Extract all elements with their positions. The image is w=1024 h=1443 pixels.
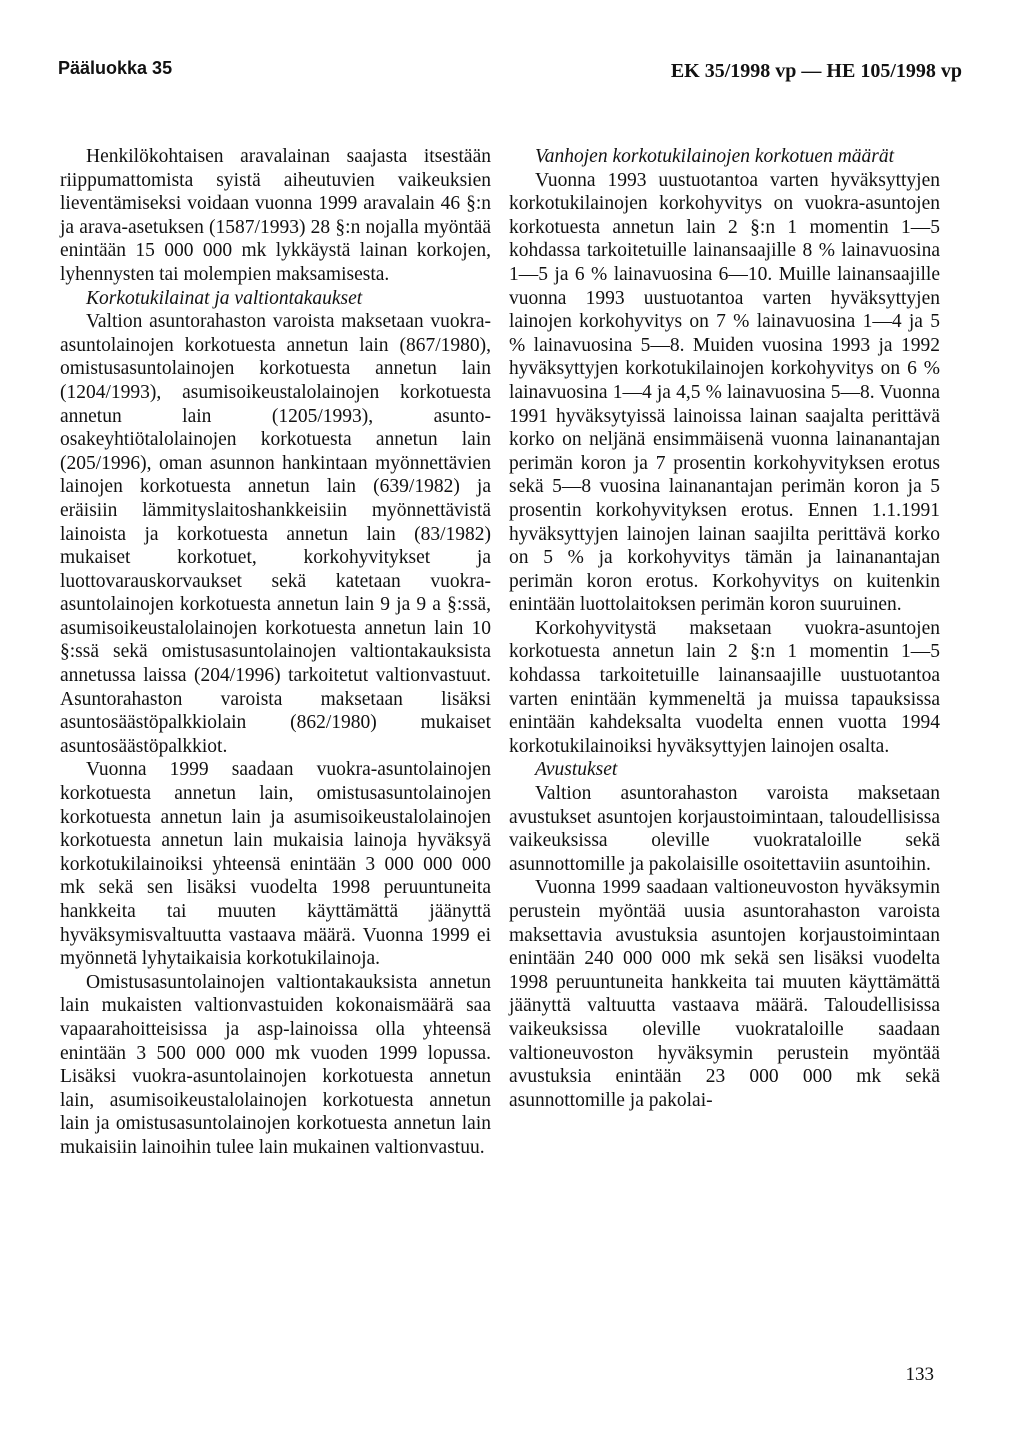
section-heading: Korkotukilainat ja valtiontakaukset <box>86 287 363 309</box>
section-heading: Avustukset <box>535 759 618 781</box>
left-column <box>60 145 491 1160</box>
paragraph: Omistusasuntolainojen valtiontakauksista annetun lain mukaisten valtionvastuiden kokonaismäärä saa vapaarahoitteisissa ja asp-lainoissa olla yhteensä enintään 3 500 000 000 mk vuoden 1999 lopussa. Lisäksi vuokra-asuntolainojen korkotuesta annetun lain, asumisoikeustalolainojen korkotuesta annetun lain ja omistusasuntolainojen korkotuesta annetun lain mukaisiin lainoihin tulee lain mukainen valtionvastuu. <box>60 971 491 1158</box>
paragraph: Vuonna 1999 saadaan vuokra-asuntolainojen korkotuesta annetun lain, omistusasuntolainojen korkotuesta annetun lain ja asumisoikeustalolainojen korkotuesta annetun lain mukaisia lainoja hyväksyä korkotukilainoiksi yhteensä enintään 3 000 000 000 mk sekä sen lisäksi vuodelta 1998 peruuntuneita hankkeita tai muuten käyttämättä jäänyttä hyväksymisvaltuutta vastaava määrä. Vuonna 1999 ei myönnetä lyhytaikaisia korkotukilainoja. <box>60 759 491 970</box>
section-heading: Vanhojen korkotukilainojen korkotuen määrät <box>535 146 895 167</box>
paragraph: Henkilökohtaisen aravalainan saajasta itsestään riippumattomista syistä aiheutuvien vaikeuksien lieventämiseksi voidaan vuonna 1999 aravalain 46 §:n ja arava-asetuksen (1587/1993) 28 §:n nojalla myöntää enintään 15 000 000 mk lykkäystä lainan korkojen, lyhennysten tai molempien maksamisesta. <box>60 146 491 285</box>
document-reference: EK 35/1998 vp — HE 105/1998 vp <box>670 60 962 82</box>
paragraph: Valtion asuntorahaston varoista maksetaan avustukset asuntojen korjaustoimintaan, taloudellisissa vaikeuksissa oleville vuokrataloille sekä asunnottomille ja pakolaisille osoitettaviin asuntoihin. <box>509 783 940 875</box>
paragraph: Vuonna 1993 uustuotantoa varten hyväksyttyjen korkotukilainojen korkohyvitys on vuokra-asuntojen korkotuesta annetun lain 2 §:n 1 momentin 1—5 kohdassa tarkoitetuille lainansaajille 8 % lainavuosina 1—5 ja 6 % lainavuosina 6—10. Muille lainansaajille vuonna 1993 uustuotantoa varten hyväksyttyjen lainojen korkohyvitys on 7 % lainavuosina 1—4 ja 5 % lainavuosina 5—8. Muiden vuosina 1993 ja 1992 hyväksyttyjen korkotukilainojen korkohyvitys on 6 % lainavuosina 1—4 ja 4,5 % lainavuosina 5—8. Vuonna 1991 hyväksytyissä lainoissa lainan saajalta perittävä korko on neljänä ensimmäisenä vuonna lainanantajan perimän koron ja 7 prosentin korkohyvityksen erotus sekä 5—8 vuosina lainanantajan perimän koron ja 5 prosentin korkohyvityksen erotus. Ennen 1.1.1991 hyväksyttyjen lainojen lainan saajilta perittävä korko on 5 % ja korkohyvitys tämän ja lainanantajan perimän koron erotus. Korkohyvitys on kuitenkin enintään luottolaitoksen perimän koron suuruinen. <box>509 169 940 616</box>
paragraph: Valtion asuntorahaston varoista maksetaan vuokra-asuntolainojen korkotuesta annetun lain (867/1980), omistusasuntolainojen korkotuesta annetun lain (1204/1993), asumisoikeustalolainojen korkotuesta annetun lain (1205/1993), asunto-osakeyhtiötalolainojen korkotuesta annetun lain (205/1996), oman asunnon hankintaan myönnettävien lainojen korkotuesta annetun lain (639/1982) ja eräisiin lämmityslaitoshankkeisiin myönnettävistä lainoista ja korkotuesta annetun lain (83/1982) mukaiset korkotuet, korkohyvitykset ja luottovarauskorvaukset sekä katetaan vuokra-asuntolainojen korkotuesta annetun lain 9 ja 9 a §:ssä, asumisoikeustalolainojen korkotuesta annetun lain 10 §:ssä sekä omistusasuntolainojen valtiontakauksista annetussa laissa (204/1996) tarkoitetut valtionvastuut. Asuntorahaston varoista maksetaan lisäksi asuntosäästöpalkkiolain (862/1980) mukaiset asuntosäästöpalkkiot. <box>60 311 491 757</box>
section-header: Pääluokka 35 <box>58 58 173 78</box>
paragraph: Korkohyvitystä maksetaan vuokra-asuntojen korkotuesta annetun lain 2 §:n 1 momentin 1—5 kohdassa tarkoitetuille lainansaajille uustuotantoa varten enintään kymmeneltä ja muissa tapauksissa enintään kahdeksalta vuodelta ennen vuotta 1994 korkotukilainoiksi hyväksyttyjen lainojen osalta. <box>509 617 940 757</box>
page-number: 133 <box>905 1364 934 1385</box>
paragraph: Vuonna 1999 saadaan valtioneuvoston hyväksymin perustein myöntää uusia asuntorahaston varoista maksettavia avustuksia asuntojen korjaustoimintaan enintään 240 000 000 mk sekä sen lisäksi vuodelta 1998 peruuntuneita hankkeita tai muuten käyttämättä jäänyttä valtuutta vastaava määrä. Taloudellisissa vaikeuksissa oleville vuokrataloille saadaan valtioneuvoston hyväksymin perustein myöntää avustuksia enintään 23 000 000 mk sekä asunnottomille ja pakolai- <box>509 877 940 1111</box>
right-column <box>509 145 940 1112</box>
